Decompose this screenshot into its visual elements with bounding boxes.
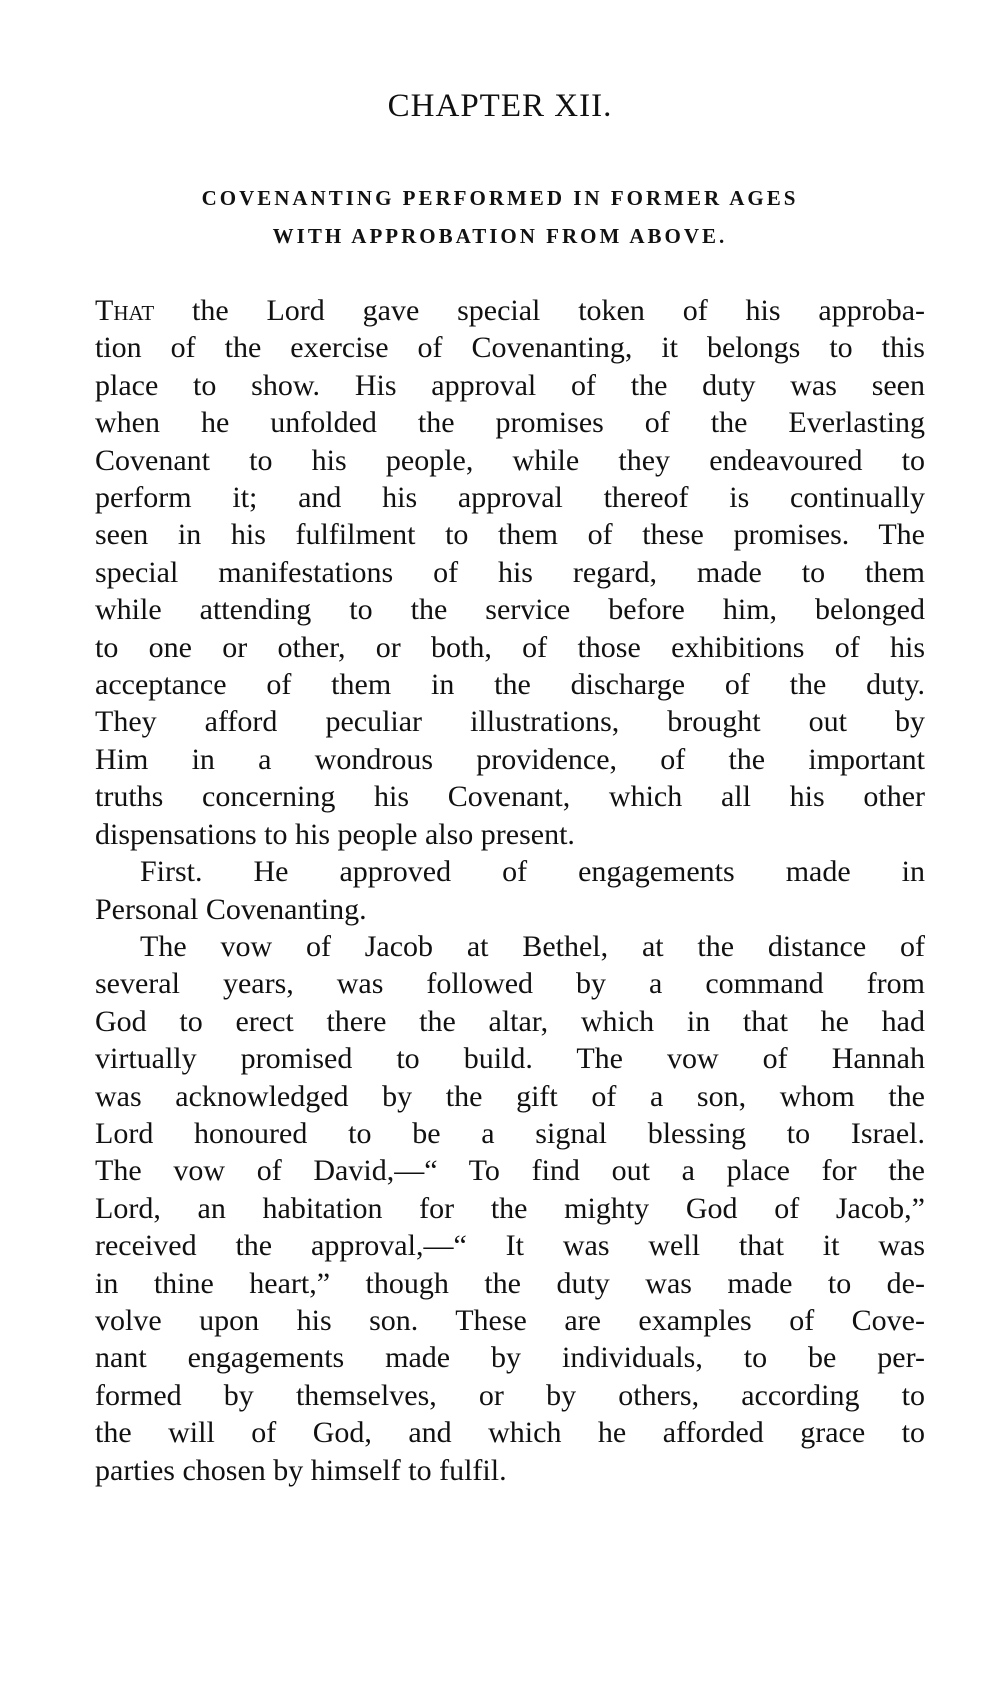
- body-line: truths concerning his Covenant, which all his other: [95, 780, 925, 814]
- body-line: place to show. His approval of the duty was seen: [95, 368, 925, 402]
- body-line: dispensations to his people also present.: [95, 817, 575, 851]
- body-line: perform it; and his approval thereof is continually: [95, 481, 925, 515]
- body-line: parties chosen by himself to fulfil.: [95, 1453, 507, 1487]
- chapter-subtitle-line-1: COVENANTING PERFORMED IN FORMER AGES: [201, 186, 799, 210]
- chapter-subtitle-line-2: WITH APPROBATION FROM ABOVE.: [272, 224, 728, 248]
- body-line: formed by themselves, or by others, according to: [95, 1378, 925, 1412]
- body-line: tion of the exercise of Covenanting, it belongs to this: [95, 331, 925, 365]
- body-line: was acknowledged by the gift of a son, whom the: [95, 1079, 925, 1113]
- body-line: virtually promised to build. The vow of Hannah: [95, 1042, 925, 1076]
- body-line: Personal Covenanting.: [95, 892, 367, 926]
- body-line: The vow of David,—“ To find out a place for the: [95, 1154, 925, 1188]
- body-line: in thine heart,” though the duty was made to de-: [95, 1266, 925, 1300]
- body-line: Lord honoured to be a signal blessing to Israel.: [95, 1116, 925, 1150]
- body-line: seen in his fulfilment to them of these promises. The: [95, 518, 925, 552]
- body-line: several years, was followed by a command from: [95, 967, 925, 1001]
- body-line: special manifestations of his regard, made to them: [95, 555, 925, 589]
- body-line: Him in a wondrous providence, of the important: [95, 742, 925, 776]
- body-line: The vow of Jacob at Bethel, at the distance of: [140, 929, 925, 963]
- body-line: when he unfolded the promises of the Everlasting: [95, 406, 925, 440]
- body-line: God to erect there the altar, which in that he had: [95, 1004, 925, 1038]
- body-line: while attending to the service before him, belonged: [95, 593, 925, 627]
- body-line: the will of God, and which he afforded grace to: [95, 1416, 925, 1450]
- body-line: nant engagements made by individuals, to be per-: [95, 1341, 925, 1375]
- body-line: to one or other, or both, of those exhibitions of his: [95, 630, 925, 664]
- body-line: received the approval,—“ It was well that it was: [95, 1229, 925, 1263]
- body-line: Covenant to his people, while they endeavoured to: [95, 443, 925, 477]
- chapter-title: CHAPTER XII.: [387, 88, 613, 124]
- body-line: acceptance of them in the discharge of the duty.: [95, 668, 925, 702]
- body-line: volve upon his son. These are examples of Cove-: [95, 1303, 925, 1337]
- body-line: That the Lord gave special token of his approba-: [95, 294, 925, 327]
- body-line: Lord, an habitation for the mighty God of Jacob,”: [95, 1191, 925, 1225]
- body-line: They afford peculiar illustrations, brought out by: [95, 705, 925, 739]
- chapter-body: [95, 292, 925, 1489]
- body-line: First. He approved of engagements made in: [140, 855, 925, 889]
- opening-word: That: [95, 294, 155, 327]
